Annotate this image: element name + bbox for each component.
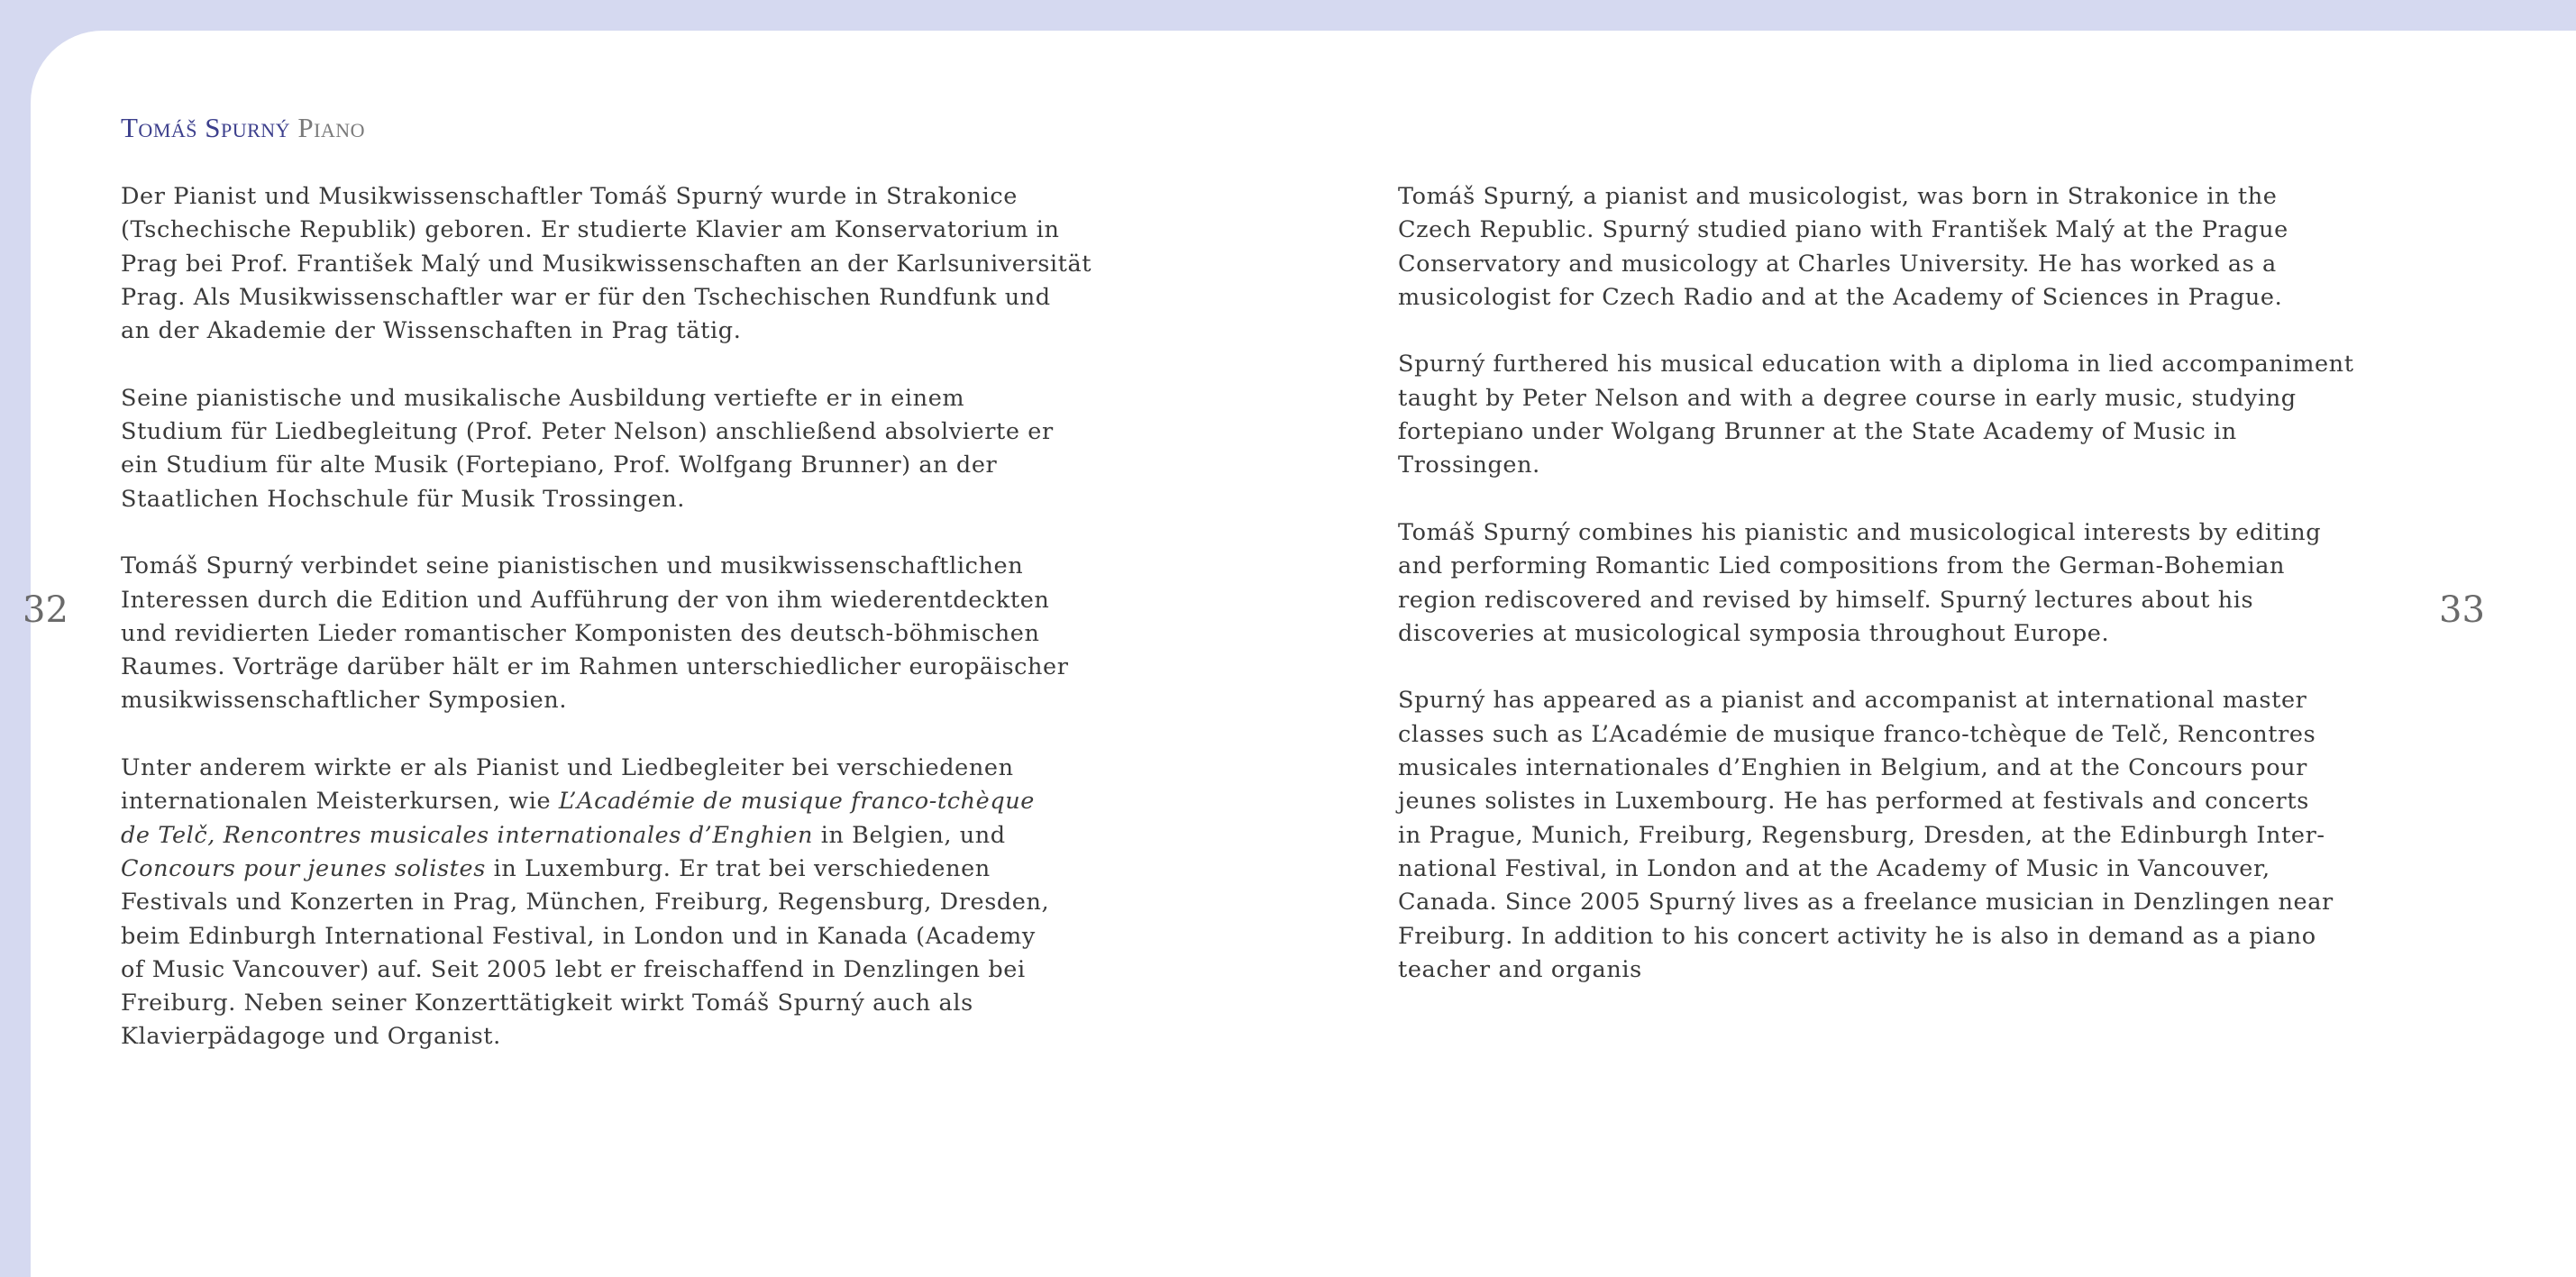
- page-title: [121, 112, 365, 144]
- english-paragraph-4: Spurný has appeared as a pianist and accompanist at international master classes such as L’Académie de musique franco-tchèque de Telč, Rencontres musicales internationales d’Enghien in Belgium, and at the Concours pour jeunes solistes in Luxembourg. He has performed at festivals and concerts in Prague, Munich, Freiburg, Regensburg, Dresden, at the Edinburgh Inter- national Festival, in London and at the Academy of Music in Vancouver, Canada. Since 2005 Spurný lives as a freelance musician in Denzlingen near Freiburg. In addition to his concert activity he is also in demand as a piano teacher and organis: [1398, 687, 2334, 983]
- german-paragraph-4: [121, 752, 1238, 1054]
- german-p4-text-c: in Luxemburg. Er trat bei verschiedenen Festivals und Konzerten in Prag, München, Freiburg, Regensburg, Dresden, beim Edinburgh International Festival, in London und in Kanada (Academy of Music Vancouver) auf. Seit 2005 lebt er freischaffend in Denzlingen bei Freiburg. Neben seiner Konzerttätigkeit wirkt Tomáš Spurný auch als Klavierpädagoge und Organist.: [121, 854, 1050, 1051]
- page-number-right: 33: [2439, 589, 2485, 631]
- german-p4-italic-concours: Concours pour jeunes solistes: [121, 854, 486, 882]
- german-biography-column: [121, 180, 1238, 1054]
- german-paragraph-3: Tomáš Spurný verbindet seine pianistischen und musikwissenschaftlichen Interessen durch die Edition und Aufführung der von ihm wiederentdeckten und revidierten Lieder romantischer Komponisten des deutsch-böhmischen Raumes. Vorträge darüber hält er im Rahmen unterschiedlicher europäischer musikwissenschaftlicher Symposien.: [121, 552, 1069, 715]
- artist-name: Tomáš Spurný: [121, 112, 291, 143]
- booklet-spread: [31, 31, 2576, 1277]
- german-p4-italic-festivals: L’Académie de musique franco-tchèque de Telč, Rencontres musicales internationales d’Enghien: [121, 788, 1035, 849]
- english-paragraph-2: Spurný furthered his musical education with a diploma in lied accompaniment taught by Peter Nelson and with a degree course in early music, studying fortepiano under Wolgang Brunner at the State Academy of Music in Trossingen.: [1398, 351, 2354, 479]
- english-biography-column: [1398, 180, 2570, 987]
- artist-instrument: Piano: [297, 112, 366, 143]
- page-number-left: 32: [23, 589, 69, 631]
- english-paragraph-1: Tomáš Spurný, a pianist and musicologist, was born in Strakonice in the Czech Republic. Spurný studied piano with František Malý at the Prague Conservatory and musicology at Charles University. He has worked as a musicologist for Czech Radio and at the Academy of Sciences in Prague.: [1398, 183, 2288, 311]
- german-p4-text-a: Unter anderem wirkte er als Pianist und Liedbegleiter bei verschiedenen internationalen Meisterkursen, wie: [121, 754, 1014, 816]
- english-paragraph-3: Tomáš Spurný combines his pianistic and musicological interests by editing and performing Romantic Lied compositions from the German-Bohemian region rediscovered and revised by himself. Spurný lectures about his discoveries at musicological symposia throughout Europe.: [1398, 518, 2322, 647]
- german-p4-text-b: in Belgien, und: [820, 821, 1006, 849]
- german-paragraph-2: Seine pianistische und musikalische Ausbildung vertiefte er in einem Studium für Liedbegleitung (Prof. Peter Nelson) anschließend absolvierte er ein Studium für alte Musik (Fortepiano, Prof. Wolfgang Brunner) an der Staatlichen Hochschule für Musik Trossingen.: [121, 384, 1054, 513]
- german-paragraph-1: Der Pianist und Musikwissenschaftler Tomáš Spurný wurde in Strakonice (Tschechische Republik) geboren. Er studierte Klavier am Konservatorium in Prag bei Prof. František Malý und Musikwissenschaften an der Karlsuniversität Prag. Als Musikwissenschaftler war er für den Tschechischen Rundfunk und an der Akademie der Wissenschaften in Prag tätig.: [121, 183, 1092, 345]
